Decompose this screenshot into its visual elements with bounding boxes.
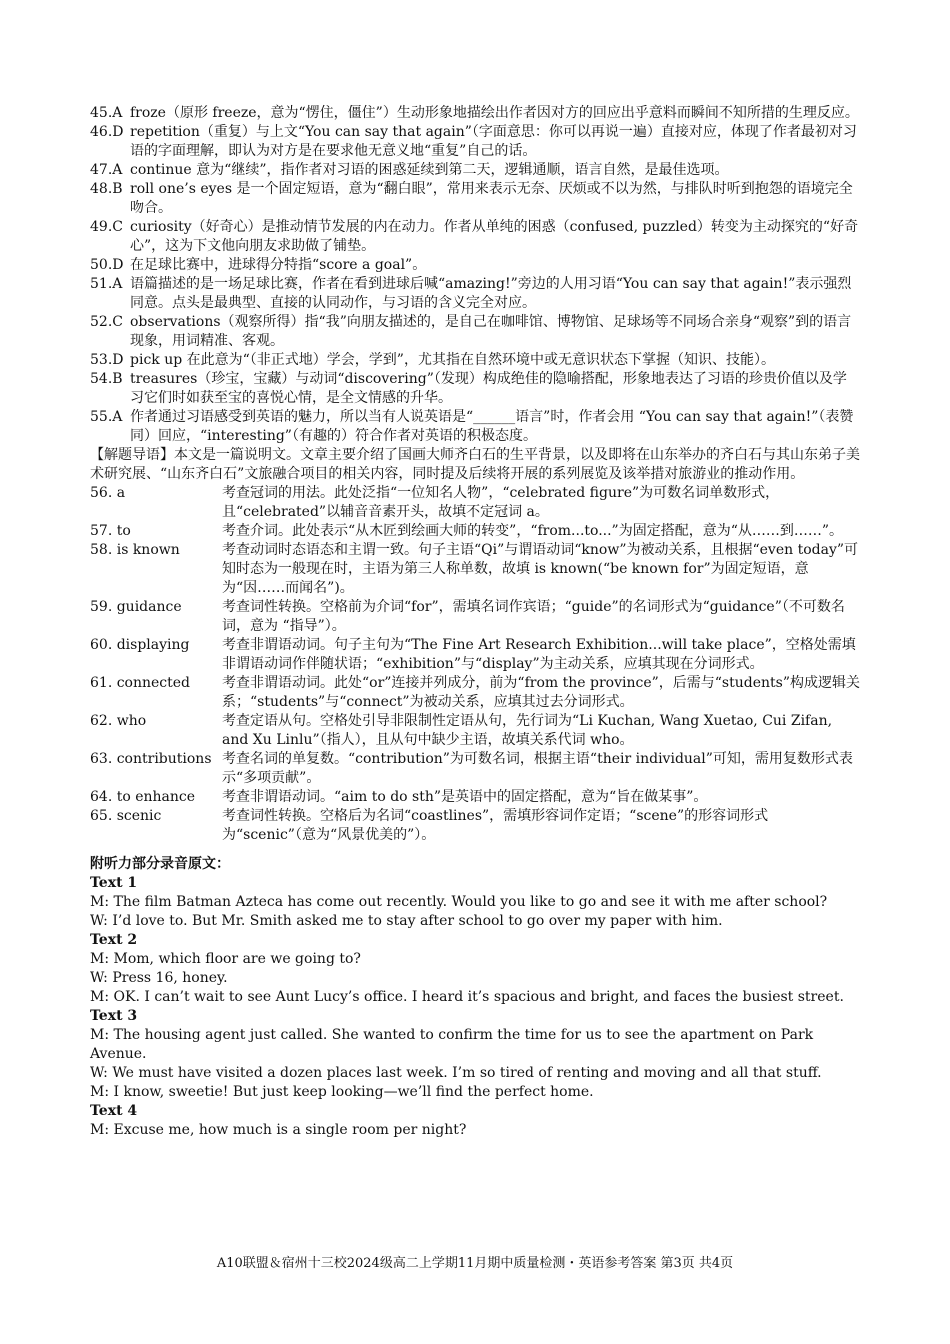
answer-explanation: treasures（珍宝，宝藏）与动词“discovering”（发现）构成绝佳的隐喻搭配，形象地表达了习语的珍贵价值以及学习它们时如获至宝的喜悦心情，是全文情感的升华。 <box>130 371 847 406</box>
answer-page <box>90 104 860 1140</box>
listening-text-title: Text 2 <box>90 932 138 948</box>
listening-text-title: Text 3 <box>90 1008 138 1024</box>
grammar-explanation: 考查定语从句。空格处引导非限制性定语从句，先行词为“Li Kuchan, Wang Xuetao, Cui Zifan, and Xu Linlu”（指人），且从句中缺少主语，故填关系代词 who。 <box>222 713 833 748</box>
grammar-item <box>90 522 860 541</box>
grammar-answer: 57. to <box>90 523 131 539</box>
answer-item <box>90 351 860 370</box>
grammar-answer: 65. scenic <box>90 808 162 824</box>
answer-number: 48.B <box>90 181 123 197</box>
grammar-answer: 58. is known <box>90 542 180 558</box>
dialogue-line: M: I know, sweetie! But just keep looking—we’ll find the perfect home. <box>90 1084 594 1100</box>
answer-item <box>90 370 860 408</box>
answer-item <box>90 313 860 351</box>
grammar-explanation: 考查动词时态语态和主谓一致。句子主语“Qi”与谓语动词“know”为被动关系，且根据“even today”可知时态为一般现在时，主语为第三人称单数，故填 is known(“be known for”为固定短语，意为“因……而闻名”)。 <box>222 542 859 596</box>
answer-item <box>90 180 860 218</box>
grammar-explanation: 考查冠词的用法。此处泛指“一位知名人物”，“celebrated figure”为可数名词单数形式，且“celebrated”以辅音音素开头，故填不定冠词 a。 <box>222 485 780 520</box>
grammar-item <box>90 636 860 674</box>
answer-explanation: froze（原形 freeze，意为“愣住，僵住”）生动形象地描绘出作者因对方的回应出乎意料而瞬间不知所措的生理反应。 <box>130 105 859 121</box>
answer-number: 52.C <box>90 314 123 330</box>
dialogue-line: W: I’d love to. But Mr. Smith asked me to stay after school to go over my paper with him. <box>90 913 723 929</box>
answer-item <box>90 104 860 123</box>
grammar-answer: 60. displaying <box>90 637 190 653</box>
answer-explanation: 语篇描述的是一场足球比赛，作者在看到进球后喊“amazing!”旁边的人用习语“You can say that again!”表示强烈同意。点头是最典型、直接的认同动作，与习语的含义完全对应。 <box>130 276 852 311</box>
cloze-answers <box>90 104 860 446</box>
reading-guide: 【解题导语】本文是一篇说明文。文章主要介绍了国画大师齐白石的生平背景，以及即将在山东举办的齐白石与其山东弟子美术研究展、“山东齐白石”文旅融合项目的相关内容，同时提及后续将开展的系列展览及该举措对旅游业的推动作用。 <box>90 447 860 482</box>
answer-number: 53.D <box>90 352 124 368</box>
grammar-item <box>90 484 860 522</box>
grammar-explanation: 考查介词。此处表示“从木匠到绘画大师的转变”，“from...to...”为固定搭配，意为“从……到……”。 <box>222 523 844 539</box>
grammar-item <box>90 807 860 845</box>
answer-explanation: 在足球比赛中，进球得分特指“score a goal”。 <box>130 257 427 273</box>
answer-number: 51.A <box>90 276 123 292</box>
dialogue-line: M: The film Batman Azteca has come out recently. Would you like to go and see it with me after school? <box>90 894 828 910</box>
grammar-explanation: 考查非谓语动词。此处“or”连接并列成分，前为“from the province”，后需与“students”构成逻辑关系；“students”与“connect”为被动关系，应填其过去分词形式。 <box>222 675 860 710</box>
answer-number: 49.C <box>90 219 123 235</box>
grammar-answer: 63. contributions <box>90 751 212 767</box>
listening-text-title: Text 4 <box>90 1103 138 1119</box>
listening-heading: 附听力部分录音原文： <box>90 856 230 872</box>
grammar-explanation: 考查词性转换。空格后为名词“coastlines”，需填形容词作定语；“scene”的形容词形式为“scenic”（意为“风景优美的”）。 <box>222 808 769 843</box>
answer-explanation: curiosity（好奇心）是推动情节发展的内在动力。作者从单纯的困惑（confused, puzzled）转变为主动探究的“好奇心”，这为下文他向朋友求助做了铺垫。 <box>130 219 859 254</box>
answer-number: 55.A <box>90 409 123 425</box>
grammar-item <box>90 674 860 712</box>
grammar-item <box>90 750 860 788</box>
grammar-explanation: 考查非谓语动词。句子主句为“The Fine Art Research Exhibition...will take place”，空格处需填非谓语动词作伴随状语；“exhibition”与“display”为主动关系，应填其现在分词形式。 <box>222 637 856 672</box>
grammar-answer: 59. guidance <box>90 599 182 615</box>
grammar-answer: 64. to enhance <box>90 789 196 805</box>
answer-item <box>90 275 860 313</box>
answer-explanation: roll one’s eyes 是一个固定短语，意为“翻白眼”，常用来表示无奈、厌烦或不以为然，与排队时听到抱怨的语境完全吻合。 <box>130 181 853 216</box>
listening-transcript <box>90 874 860 1140</box>
answer-number: 46.D <box>90 124 124 140</box>
answer-item <box>90 123 860 161</box>
grammar-answer: 61. connected <box>90 675 191 691</box>
answer-explanation: 作者通过习语感受到英语的魅力，所以当有人说英语是“______语言”时，作者会用 “You can say that again!”（表赞同）回应，“interesting”（有趣的）符合作者对英语的积极态度。 <box>130 409 854 444</box>
answer-number: 54.B <box>90 371 123 387</box>
grammar-item <box>90 788 860 807</box>
dialogue-line: M: Excuse me, how much is a single room per night? <box>90 1122 467 1138</box>
grammar-explanation: 考查词性转换。空格前为介词“for”，需填名词作宾语；“guide”的名词形式为“guidance”（不可数名词，意为 “指导”）。 <box>222 599 845 634</box>
grammar-item <box>90 598 860 636</box>
answer-item <box>90 256 860 275</box>
page-footer: A10联盟＆宿州十三校2024级高二上学期11月期中质量检测・英语参考答案 第3页 共4页 <box>216 1256 734 1271</box>
listening-text-title: Text 1 <box>90 875 138 891</box>
answer-explanation: repetition（重复）与上文“You can say that again”（字面意思：你可以再说一遍）直接对应，体现了作者最初对习语的字面理解，即认为对方是在要求他无意义地“重复”自己的话。 <box>130 124 857 159</box>
grammar-answer: 56. a <box>90 485 126 501</box>
answer-number: 47.A <box>90 162 123 178</box>
answer-item <box>90 408 860 446</box>
answer-item <box>90 218 860 256</box>
answer-number: 45.A <box>90 105 123 121</box>
dialogue-line: W: Press 16, honey. <box>90 970 228 986</box>
answer-explanation: observations（观察所得）指“我”向朋友描述的，是自己在咖啡馆、博物馆、足球场等不同场合亲身“观察”到的语言现象，用词精准、客观。 <box>130 314 852 349</box>
grammar-item <box>90 712 860 750</box>
grammar-item <box>90 541 860 598</box>
dialogue-line: W: We must have visited a dozen places last week. I’m so tired of renting and moving and all that stuff. <box>90 1065 822 1081</box>
answer-item <box>90 161 860 180</box>
answer-explanation: pick up 在此意为“（非正式地）学会，学到”，尤其指在自然环境中或无意识状态下掌握（知识、技能）。 <box>130 352 775 368</box>
dialogue-line: M: Mom, which floor are we going to? <box>90 951 361 967</box>
grammar-answer: 62. who <box>90 713 147 729</box>
answer-number: 50.D <box>90 257 124 273</box>
grammar-explanation: 考查非谓语动词。“aim to do sth”是英语中的固定搭配，意为“旨在做某事”。 <box>222 789 708 805</box>
dialogue-line: M: OK. I can’t wait to see Aunt Lucy’s office. I heard it’s spacious and bright, and faces the busiest street. <box>90 989 844 1005</box>
dialogue-line: M: The housing agent just called. She wanted to confirm the time for us to see the apartment on Park Avenue. <box>90 1027 814 1062</box>
grammar-answers <box>90 484 860 845</box>
answer-explanation: continue 意为“继续”，指作者对习语的困惑延续到第二天，逻辑通顺，语言自然，是最佳选项。 <box>130 162 729 178</box>
grammar-explanation: 考查名词的单复数。“contribution”为可数名词，根据主语“their individual”可知，需用复数形式表示“多项贡献”。 <box>222 751 853 786</box>
